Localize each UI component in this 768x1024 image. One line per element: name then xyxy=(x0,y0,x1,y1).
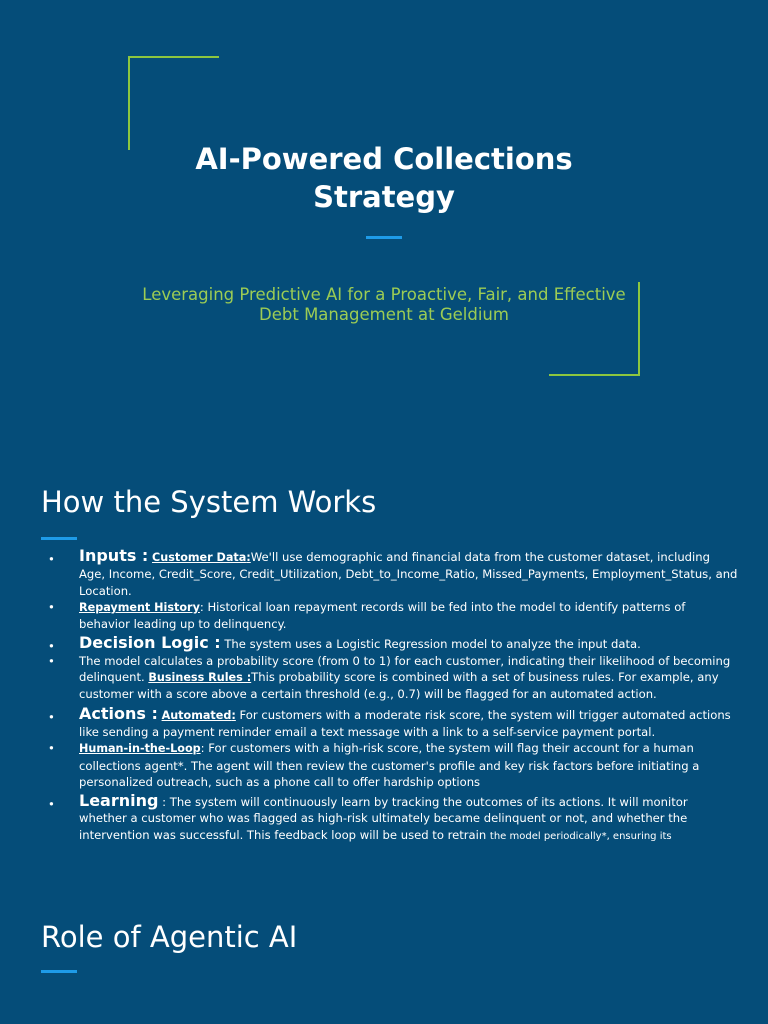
corner-decoration-bottom-right xyxy=(549,374,640,376)
bullet: • xyxy=(48,797,55,812)
slide-subtitle: Leveraging Predictive AI for a Proactive, Fair, and Effective Debt Management at Geldium xyxy=(142,285,626,324)
bullet: • xyxy=(48,653,55,668)
bullet: • xyxy=(48,709,55,724)
item-head-colon: : xyxy=(145,703,158,723)
list-item-human-in-the-loop xyxy=(48,740,738,790)
item-head: Learning xyxy=(79,791,159,811)
how-section-heading: How the System Works xyxy=(41,485,377,519)
item-text: The system uses a Logistic Regression model to analyze the input data. xyxy=(220,637,641,652)
item-text: : Historical loan repayment records will be fed into the model to identify patterns of behavior leading up to delinquency. xyxy=(79,599,686,632)
list-item-decision-logic xyxy=(48,635,738,652)
bullet: • xyxy=(48,552,55,566)
item-subhead: Customer Data xyxy=(152,551,247,564)
item-subhead: Business Rules : xyxy=(148,671,252,685)
bullet: • xyxy=(48,639,55,654)
how-section-accent-line xyxy=(41,537,77,540)
role-section-accent-line xyxy=(41,970,77,973)
slide-title: AI-Powered Collections Strategy xyxy=(195,142,573,214)
item-subhead-suffix: : xyxy=(231,708,236,722)
list-item-probability-score xyxy=(48,653,738,703)
item-head-colon: : xyxy=(158,795,167,810)
item-head-colon: : xyxy=(136,546,149,565)
item-text-small: the model periodically*, ensuring its xyxy=(489,830,672,842)
item-text: The model calculates a probability score (from 0 to 1) for each customer, indicating their likelihood of becoming delinquent. xyxy=(79,653,731,685)
how-section-list xyxy=(48,548,738,845)
item-subhead: Repayment History xyxy=(79,600,200,614)
item-text: The system will continuously learn by tracking the outcomes of its actions. It will monitor whether a customer who was flagged as high-risk ultimately became delinquent or not, and whether the intervention was successful. This feedback loop will be used to retrain xyxy=(79,795,688,842)
item-text: We'll use demographic and financial data from the customer dataset, including Age, Income, Credit_Score, Credit_Utilization, Debt_to_Income_Ratio, Missed_Payments, Employment_Status, and Location. xyxy=(79,550,738,598)
item-subhead: Human-in-the-Loop xyxy=(79,742,201,756)
list-item-inputs xyxy=(48,548,738,599)
list-item-repayment-history xyxy=(48,599,738,633)
role-section-heading: Role of Agentic AI xyxy=(41,920,298,954)
item-head: Decision Logic xyxy=(79,633,209,653)
title-accent-line xyxy=(366,236,402,239)
list-item-actions xyxy=(48,703,738,741)
item-subhead: Automated xyxy=(161,708,232,722)
item-head-colon: : xyxy=(208,633,221,653)
corner-decoration-top-left xyxy=(128,56,219,58)
item-head: Inputs xyxy=(79,546,137,565)
list-item-learning xyxy=(48,793,738,845)
bullet: • xyxy=(48,741,55,756)
item-text-continued: This probability score is combined with a set of business rules. For example, any customer with a score above a certain threshold (e.g., 0.7) will be flagged for an automated action. xyxy=(79,670,719,702)
item-head: Actions xyxy=(79,703,146,723)
corner-decoration-top-left-vertical xyxy=(128,56,130,150)
corner-decoration-bottom-right-vertical xyxy=(638,282,640,376)
title-slide xyxy=(0,0,768,440)
item-text: : For customers with a high-risk score, the system will flag their account for a human collections agent*. The agent will then review the customer's profile and key risk factors before initiating a personalized outreach, such as a phone call to offer hardship options xyxy=(79,741,700,789)
item-subhead-suffix: : xyxy=(246,551,251,564)
item-text: For customers with a moderate risk score, the system will trigger automated actions like sending a payment reminder email a text message with a link to a self-service payment portal. xyxy=(79,707,731,739)
bullet: • xyxy=(48,599,55,614)
